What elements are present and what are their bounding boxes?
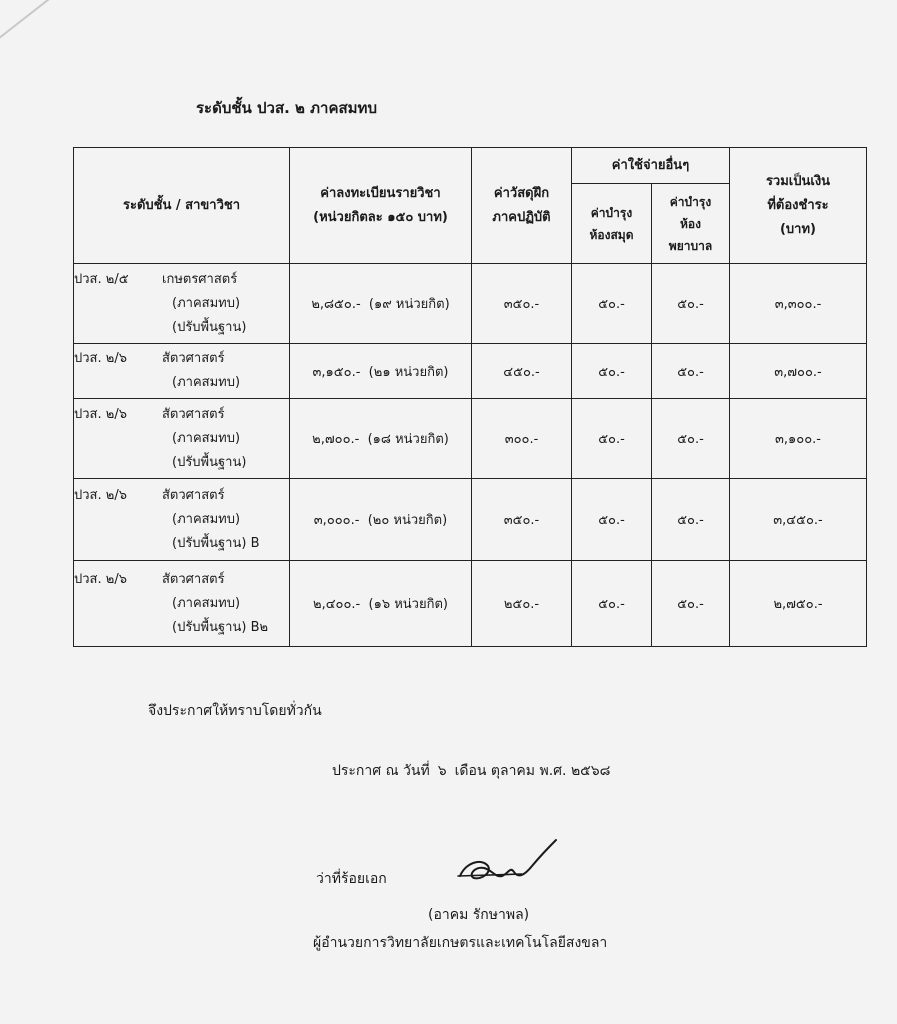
materials-fee-cell: ๓๕๐.- (472, 479, 572, 561)
program-type: (ภาคสมทบ) (172, 295, 241, 311)
level-code: ปวส. ๒/๖ (74, 487, 127, 503)
table-row (74, 264, 867, 344)
header-level: ระดับชั้น / สาขาวิชา (74, 148, 290, 264)
signer-name: (อาคม รักษาพล) (428, 907, 530, 923)
total-cell: ๓,๑๐๐.- (730, 399, 867, 479)
total-cell: ๓,๔๕๐.- (730, 479, 867, 561)
header-total: รวมเป็นเงิน ที่ต้องชำระ (บาท) (730, 148, 867, 264)
library-fee-cell: ๕๐.- (572, 264, 652, 344)
program-type: (ภาคสมทบ) (172, 375, 241, 390)
registration-fee-cell: ๒,๗๐๐.- (๑๘ หน่วยกิต) (290, 399, 472, 479)
handwritten-signature (452, 836, 562, 894)
major-name: สัตวศาสตร์ (162, 571, 225, 587)
program-variant: (ปรับพื้นฐาน) (172, 454, 247, 470)
header-other-expenses: ค่าใช้จ่ายอื่นๆ (572, 148, 730, 184)
total-cell: ๒,๗๕๐.- (730, 561, 867, 647)
nursing-fee-cell: ๕๐.- (652, 344, 730, 399)
row-level-cell (74, 264, 290, 344)
level-code: ปวส. ๒/๖ (74, 351, 127, 366)
materials-fee-cell: ๒๕๐.- (472, 561, 572, 647)
fee-table (73, 147, 867, 647)
date-day: ๖ (437, 763, 447, 779)
table-row (74, 561, 867, 647)
header-materials: ค่าวัสดุฝึก ภาคปฏิบัติ (472, 148, 572, 264)
materials-fee-cell: ๔๕๐.- (472, 344, 572, 399)
signer-title: ผู้อำนวยการวิทยาลัยเกษตรและเทคโนโลยีสงขลา (313, 935, 608, 951)
row-level-cell (74, 561, 290, 647)
nursing-fee-cell: ๕๐.- (652, 399, 730, 479)
nursing-fee-cell: ๕๐.- (652, 264, 730, 344)
nursing-fee-cell: ๕๐.- (652, 561, 730, 647)
total-cell: ๓,๗๐๐.- (730, 344, 867, 399)
header-registration: ค่าลงทะเบียนรายวิชา (หน่วยกิตละ ๑๕๐ บาท) (290, 148, 472, 264)
program-type: (ภาคสมทบ) (172, 511, 241, 527)
announcement-date (332, 760, 610, 782)
program-variant: (ปรับพื้นฐาน) (172, 319, 247, 335)
level-code: ปวส. ๒/๖ (74, 571, 127, 587)
library-fee-cell: ๕๐.- (572, 344, 652, 399)
total-cell: ๓,๓๐๐.- (730, 264, 867, 344)
major-name: สัตวศาสตร์ (162, 406, 225, 422)
program-type: (ภาคสมทบ) (172, 430, 241, 446)
registration-fee-cell: ๒,๔๐๐.- (๑๖ หน่วยกิต) (290, 561, 472, 647)
program-variant: (ปรับพื้นฐาน) B (172, 535, 260, 551)
level-code: ปวส. ๒/๕ (74, 271, 129, 287)
registration-fee-cell: ๓,๑๕๐.- (๒๑ หน่วยกิต) (290, 344, 472, 399)
table-row (74, 399, 867, 479)
materials-fee-cell: ๓๐๐.- (472, 399, 572, 479)
nursing-fee-cell: ๕๐.- (652, 479, 730, 561)
table-row (74, 479, 867, 561)
row-level-cell (74, 344, 290, 399)
table-row (74, 344, 867, 399)
major-name: สัตวศาสตร์ (162, 487, 225, 503)
page-edge-shadow (0, 0, 91, 54)
level-code: ปวส. ๒/๖ (74, 406, 127, 422)
table-header-row (74, 148, 867, 184)
major-name: เกษตรศาสตร์ (162, 271, 238, 287)
header-nursing: ค่าบำรุง ห้อง พยาบาล (652, 184, 730, 264)
major-name: สัตวศาสตร์ (162, 351, 225, 366)
registration-fee-cell: ๓,๐๐๐.- (๒๐ หน่วยกิต) (290, 479, 472, 561)
registration-fee-cell: ๒,๘๕๐.- (๑๙ หน่วยกิต) (290, 264, 472, 344)
library-fee-cell: ๕๐.- (572, 399, 652, 479)
signer-rank: ว่าที่ร้อยเอก (316, 871, 387, 887)
date-prefix: ประกาศ ณ วันที่ (332, 763, 430, 779)
row-level-cell (74, 479, 290, 561)
announcement-text: จึงประกาศให้ทราบโดยทั่วกัน (148, 703, 322, 719)
date-month-year: เดือน ตุลาคม พ.ศ. ๒๕๖๘ (454, 763, 611, 779)
program-type: (ภาคสมทบ) (172, 595, 241, 611)
library-fee-cell: ๕๐.- (572, 479, 652, 561)
program-variant: (ปรับพื้นฐาน) B๒ (172, 619, 269, 635)
header-library: ค่าบำรุง ห้องสมุด (572, 184, 652, 264)
library-fee-cell: ๕๐.- (572, 561, 652, 647)
materials-fee-cell: ๓๕๐.- (472, 264, 572, 344)
section-heading: ระดับชั้น ปวส. ๒ ภาคสมทบ (196, 99, 377, 117)
row-level-cell (74, 399, 290, 479)
